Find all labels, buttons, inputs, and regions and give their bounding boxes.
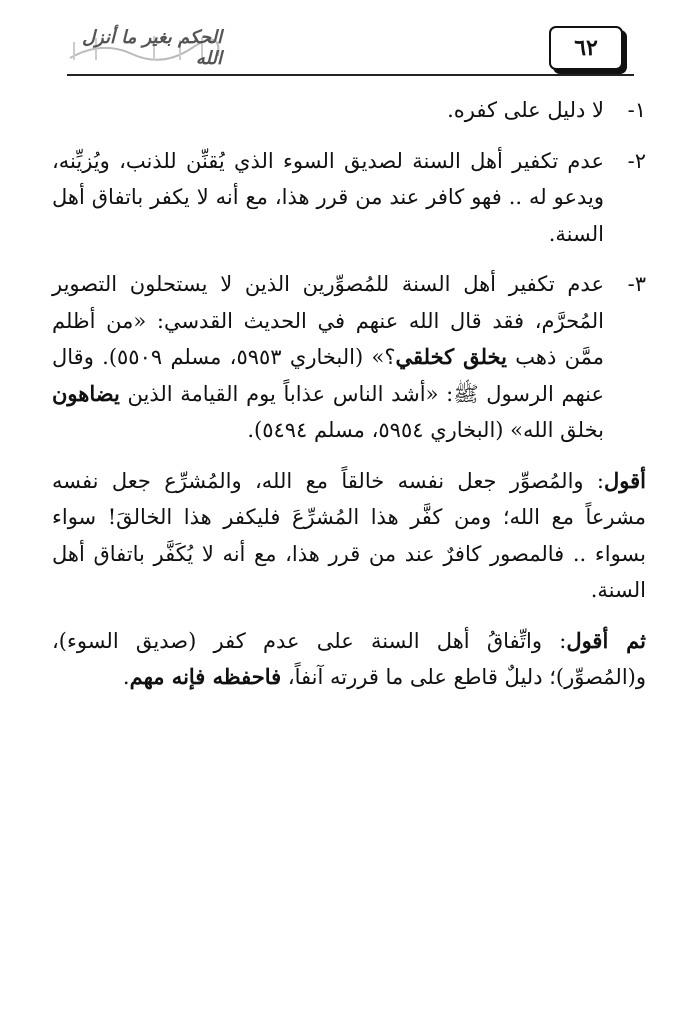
page-header bbox=[0, 0, 697, 90]
bold-phrase: يخلق كخلقي bbox=[395, 344, 507, 369]
page-number: ٦٢ bbox=[574, 35, 598, 61]
bold-phrase: يضاهون bbox=[52, 380, 120, 406]
list-number: ١- bbox=[627, 98, 646, 122]
page-number-box bbox=[549, 26, 623, 70]
bold-phrase: فاحفظه فإنه مهم bbox=[129, 664, 282, 689]
list-number: ٣- bbox=[627, 272, 646, 296]
list-item-text: عدم تكفير أهل السنة للمُصوِّرين الذين لا يستحلون التصوير المُحرَّم، فقد قال الله عنهم في الحديث القدسي: «من أظلم ممَّن ذهب يخلق كخلقي؟» (البخاري ٥٩٥٣، مسلم ٥٥٠٩). وقال عنهم الرسول ﷺ: «أشد الناس عذاباً يوم القيامة الذين يضاهون بخلق الله» (البخاري ٥٩٥٤، مسلم ٥٤٩٤). bbox=[52, 272, 604, 442]
list-item bbox=[52, 266, 646, 449]
paragraph-label: أقول bbox=[604, 467, 646, 493]
paragraph-thumma-aqool: ثم أقول: واتِّفاقُ أهل السنة على عدم كفر (صديق السوء)، و(المُصوِّر)؛ دليلٌ قاطع على ما قررته آنفاً، فاحفظه فإنه مهم. bbox=[52, 627, 646, 689]
list-number: ٢- bbox=[627, 148, 646, 173]
paragraph-label: ثم أقول bbox=[566, 627, 646, 653]
page-body bbox=[52, 92, 646, 710]
list-item bbox=[52, 92, 646, 129]
header-rule bbox=[67, 74, 634, 76]
book-title-calligraphy: الحكم بغير ما أنزل الله bbox=[62, 30, 222, 66]
list-item bbox=[52, 143, 646, 253]
list-item-text: عدم تكفير أهل السنة لصديق السوء الذي يُقنِّن للذنب، ويُزيِّنه، ويدعو له .. فهو كافر عند من قرر هذا، مع أنه لا يكفر باتفاق أهل السنة. bbox=[52, 148, 604, 246]
list-item-text: لا دليل على كفره. bbox=[447, 98, 604, 122]
paragraph-aqool: أقول: والمُصوِّر جعل نفسه خالقاً مع الله، والمُشرِّع جعل نفسه مشرعاً مع الله؛ ومن كفَّر هذا المُشرِّعَ فليكفر هذا الخالقَ! سواء بسواء .. فالمصور كافرٌ عند من قرر هذا، مع أنه لا يُكَفَّر باتفاق أهل السنة. bbox=[52, 467, 646, 602]
